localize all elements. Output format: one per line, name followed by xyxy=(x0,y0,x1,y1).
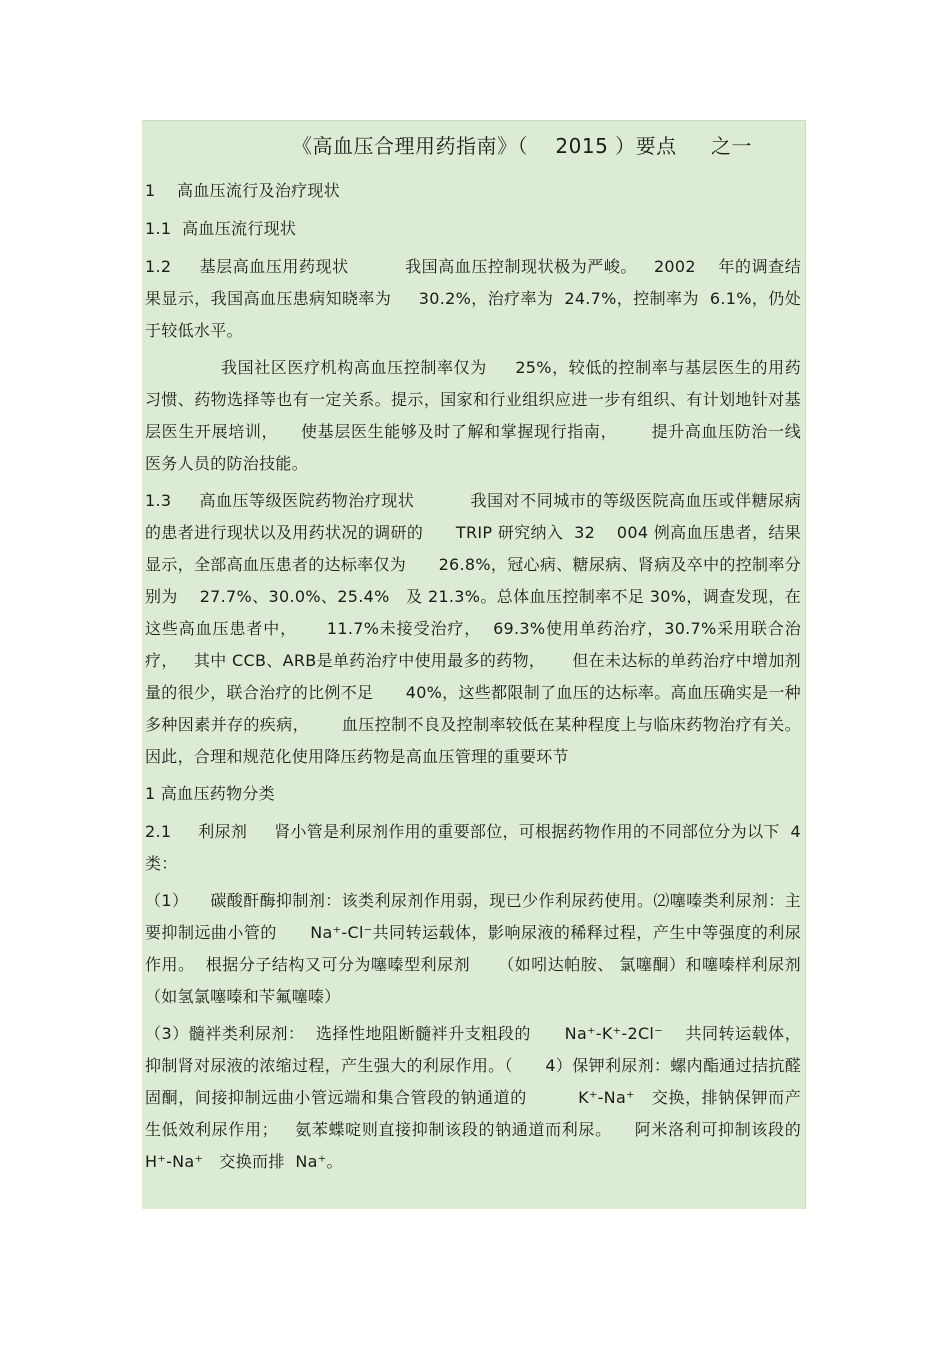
document-title: 《高血压合理用药指南》（ 2015 ）要点 之一 xyxy=(292,134,752,158)
paragraph-1-2-community: 我国社区医疗机构高血压控制率仅为 25%，较低的控制率与基层医生的用药习惯、药物选择等也有一定关系。提示，国家和行业组织应进一步有组织、有计划地针对基层医生开展培训， 使基层医生能够及时了解和掌握现行指南， 提升高血压防治一线医务人员的防治技能。 xyxy=(145,358,801,473)
section-heading-1: 1 高血压流行及治疗现状 xyxy=(145,181,341,200)
paragraph-2-1-diuretic-types-3-4: （3）髓袢类利尿剂： 选择性地阻断髓袢升支粗段的 Na⁺-K⁺-2Cl⁻ 共同转运载体，抑制肾对尿液的浓缩过程，产生强大的利尿作用。（ 4）保钾利尿剂：螺内酯通过拮抗醛固酮，间接抑制远曲小管远端和集合管段的钠通道的 K⁺-Na⁺ 交换，排钠保钾而产生低效利尿作用； 氨苯蝶啶则直接抑制该段的钠通道而利尿。 阿米洛利可抑制该段的 H⁺-Na⁺ 交换而排 Na⁺。 xyxy=(145,1024,818,1171)
paragraph-1-2: 1.2 基层高血压用药现状 我国高血压控制现状极为严峻。 2002 年的调查结果显示，我国高血压患病知晓率为 30.2%，治疗率为 24.7%，控制率为 6.1%，仍处于较低水平。 xyxy=(145,257,801,340)
paragraph-2-1-diuretic-types-1-2: （1） 碳酸酐酶抑制剂：该类利尿剂作用弱，现已少作利尿药使用。⑵噻嗪类利尿剂：主要抑制远曲小管的 Na⁺-Cl⁻共同转运载体，影响尿液的稀释过程，产生中等强度的利尿作用。 根据分子结构又可分为噻嗪型利尿剂 （如吲达帕胺、 氯噻酮）和噻嗪样利尿剂（如氢氯噻嗪和苄氟噻嗪） xyxy=(145,891,801,1006)
paragraph-1-3: 1.3 高血压等级医院药物治疗现状 我国对不同城市的等级医院高血压或伴糖尿病的患者进行现状以及用药状况的调研的 TRIP 研究纳入 32 004 例高血压患者，结果显示，全部高血压患者的达标率仅为 26.8%，冠心病、糖尿病、肾病及卒中的控制率分别为 27.7%、30.0%、25.4% 及 21.3%。总体血压控制率不足 30%，调查发现，在这些高血压患者中， 11.7%未接受治疗， 69.3%使用单药治疗，30.7%采用联合治疗， 其中 CCB、ARB是单药治疗中使用最多的药物， 但在未达标的单药治疗中增加剂量的很少，联合治疗的比例不足 40%，这些都限制了血压的达标率。高血压确实是一种多种因素并存的疾病， 血压控制不良及控制率较低在某种程度上与临床药物治疗有关。 因此，合理和规范化使用降压药物是高血压管理的重要环节 xyxy=(145,491,818,766)
paragraph-2-1: 2.1 利尿剂 肾小管是利尿剂作用的重要部位，可根据药物作用的不同部位分为以下 4 类： xyxy=(145,822,823,873)
section-heading-1-1: 1.1 高血压流行现状 xyxy=(145,219,297,238)
section-heading-2: 1 高血压药物分类 xyxy=(145,784,275,803)
document-page xyxy=(142,120,823,1209)
